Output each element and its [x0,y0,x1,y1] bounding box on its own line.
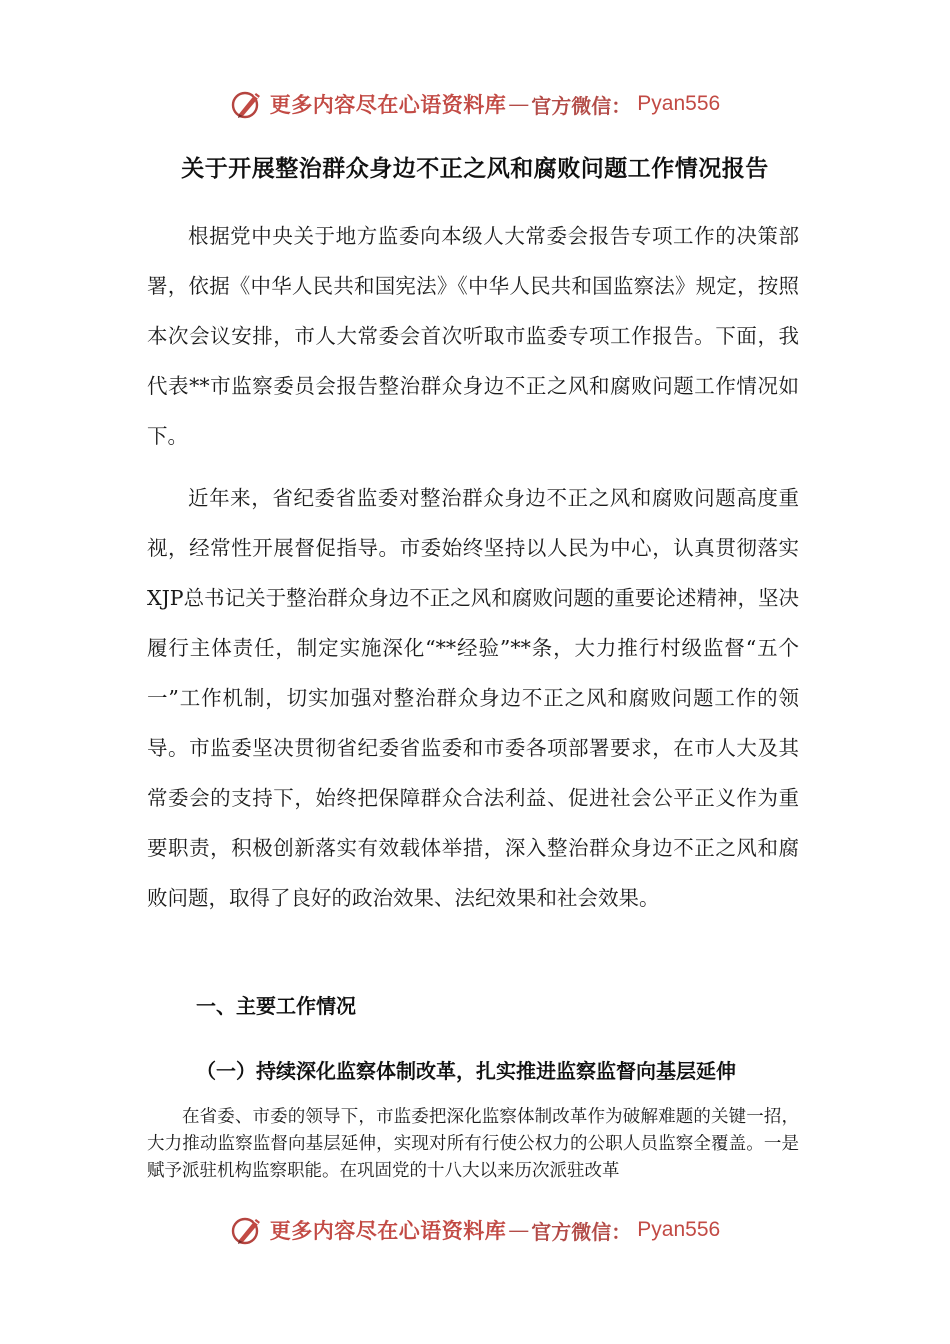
watermark-text: 更多内容尽在心语资料库 [269,92,507,117]
paragraph-overview: 近年来，省纪委省监委对整治群众身边不正之风和腐败问题高度重视，经常性开展督促指导。市委始终坚持以人民为中心，认真贯彻落实XJP总书记关于整治群众身边不正之风和腐败问题的重要论述精神，坚决履行主体责任，制定实施深化“**经验”**条，大力推行村级监督“五个一”工作机制，切实加强对整治群众身边不正之风和腐败问题工作的领导。市监委坚决贯彻省纪委省监委和市委各项部署要求，在市人大及其常委会的支持下，始终把保障群众合法利益、促进社会公平正义作为重要职责，积极创新落实有效载体举措，深入整治群众身边不正之风和腐败问题，取得了良好的政治效果、法纪效果和社会效果。 [147,486,799,910]
watermark-id: Pyan556 [637,1218,721,1241]
paragraph-intro: 根据党中央关于地方监委向本级人大常委会报告专项工作的决策部署，依据《中华人民共和国宪法》《中华人民共和国监察法》规定，按照本次会议安排，市人大常委会首次听取市监委专项工作报告。下面，我代表**市监察委员会报告整治群众身边不正之风和腐败问题工作情况如下。 [147,224,799,448]
watermark-label: 官方微信： [531,1219,632,1244]
pen-logo-icon [230,87,264,121]
subsection-heading: （一）持续深化监察体制改革，扎实推进监察监督向基层延伸 [196,1059,736,1083]
watermark-label: 官方微信： [531,93,632,118]
watermark-banner-bottom [0,1210,950,1250]
section-heading: 一、主要工作情况 [196,994,356,1018]
watermark-banner-top [0,84,950,124]
pen-logo-icon [230,1213,264,1247]
paragraph-body: 在省委、市委的领导下，市监委把深化监察体制改革作为破解难题的关键一招，大力推动监察监督向基层延伸，实现对所有行使公权力的公职人员监察全覆盖。一是赋予派驻机构监察职能。在巩固党的十八大以来历次派驻改革 [147,1107,799,1181]
watermark-text: 更多内容尽在心语资料库 [269,1218,507,1243]
watermark-dash: — [508,92,530,116]
watermark-id: Pyan556 [637,92,721,115]
watermark-dash: — [508,1218,530,1242]
document-title: 关于开展整治群众身边不正之风和腐败问题工作情况报告 [181,156,769,182]
